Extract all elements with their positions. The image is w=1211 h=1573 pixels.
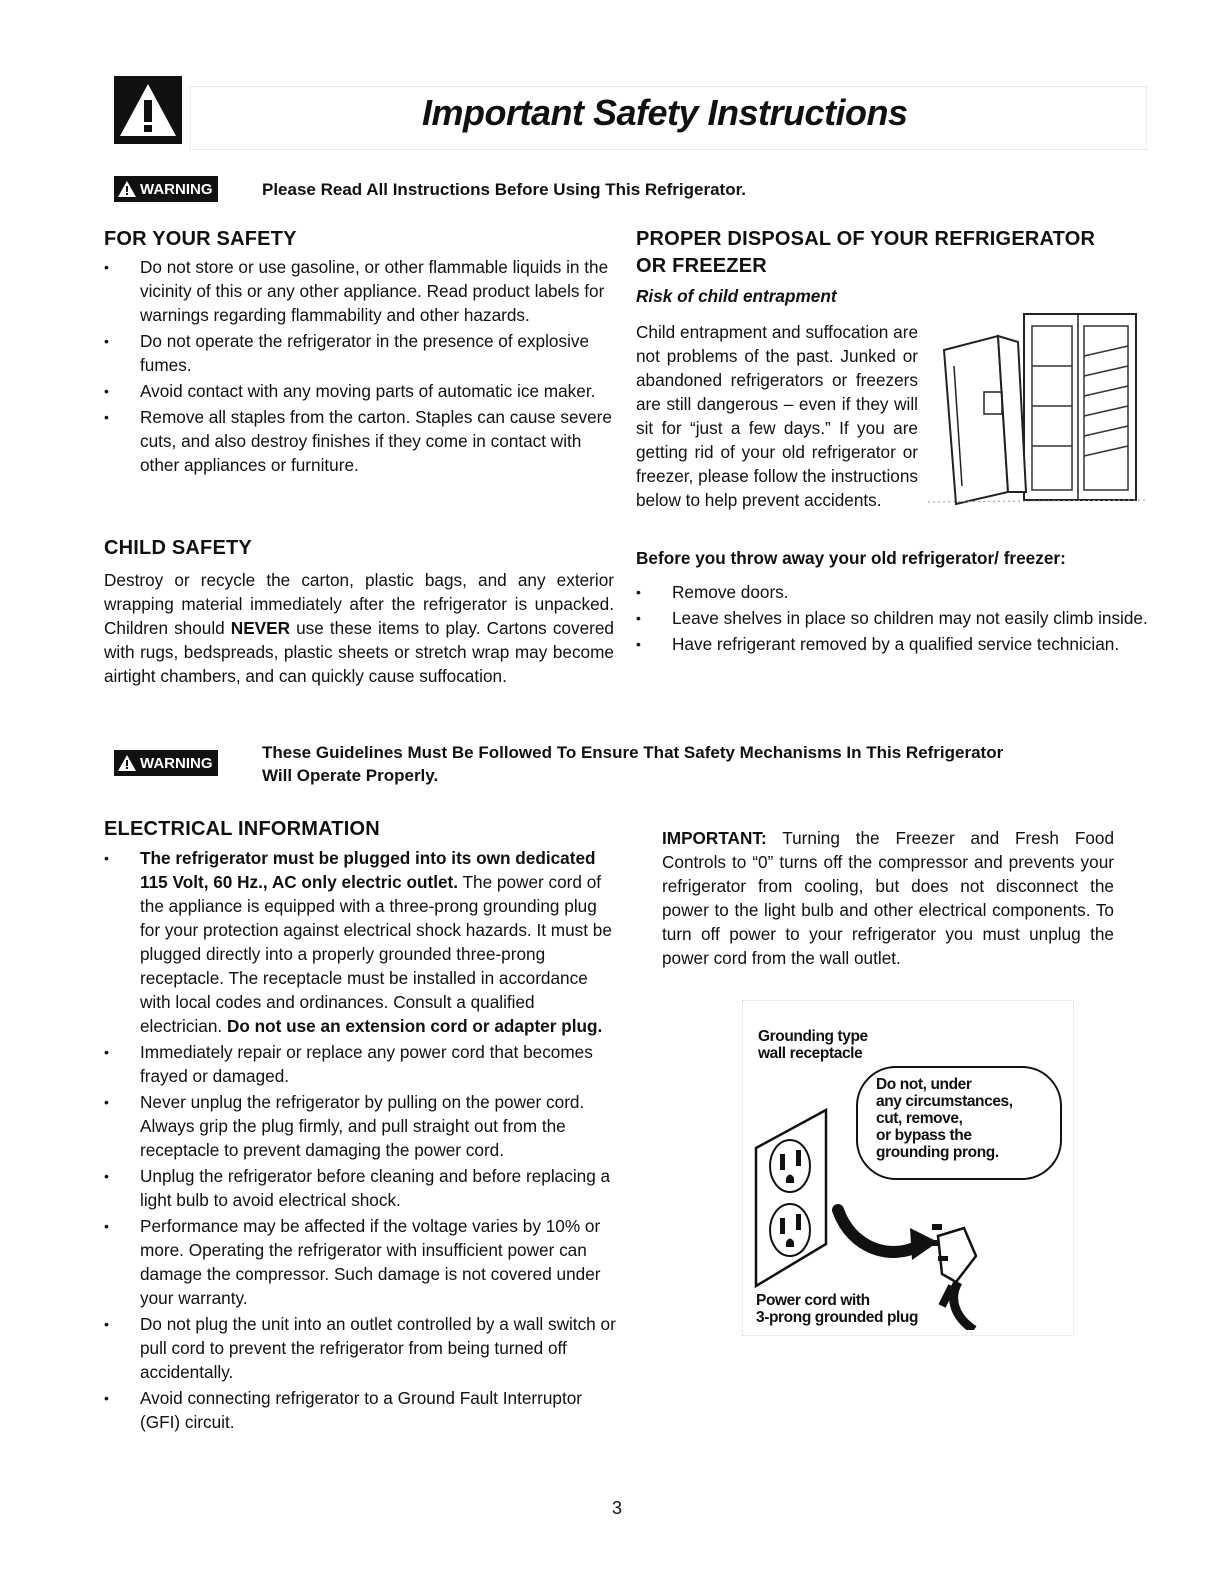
- warning-notice-2-line2: Will Operate Properly.: [262, 766, 439, 785]
- callout-text: [876, 1076, 1013, 1161]
- callout-line: Do not, under: [876, 1076, 972, 1093]
- list-item: • Do not plug the unit into an outlet controlled by a wall switch or pull cord to prevent the refrigerator from being turned off accidentally.: [104, 1312, 616, 1384]
- section-heading-child-safety: CHILD SAFETY: [104, 537, 252, 559]
- page-number: 3: [612, 1498, 623, 1518]
- list-item: • Have refrigerant removed by a qualified service technician.: [636, 632, 1148, 656]
- warning-small-icon: [117, 754, 137, 772]
- list-item: • Never unplug the refrigerator by pulling on the power cord. Always grip the plug firmly, and pull straight out from the receptacle to prevent damaging the power cord.: [104, 1090, 616, 1162]
- child-safety-text-end: use these items to play. Cartons covered with rugs, bedspreads, plastic sheets or stretch wrap may become airtight chambers, and can quickly cause suffocation.: [104, 618, 614, 686]
- list-item: • Performance may be affected if the voltage varies by 10% or more. Operating the refrigerator with insufficient power can damage the compressor. Such damage is not covered under your warranty.: [104, 1214, 616, 1310]
- electrical-list: [104, 846, 616, 1436]
- warning-small-icon: [117, 180, 137, 198]
- cord-label-line2: 3-prong grounded plug: [756, 1309, 919, 1326]
- list-item: • Do not operate the refrigerator in the presence of explosive fumes.: [104, 329, 614, 377]
- important-text: Turning the Freezer and Fresh Food Controls to “0” turns off the compressor and prevents your refrigerator from cooling, but does not disconnect the power to the light bulb and other electrical components. To turn off power to your refrigerator you must unplug the power cord from the wall outlet.: [662, 828, 1114, 968]
- outlet-description: The power cord of the appliance is equipped with a three-prong grounding plug for your protection against electrical shock hazards. It must be plugged directly into a properly grounded three-prong receptacle. The receptacle must be installed in accordance with local codes and ordinances. Consult a qualified electrician.: [140, 872, 612, 1036]
- page-header: [190, 86, 1150, 150]
- page-title: Important Safety Instructions: [422, 92, 908, 133]
- disposal-paragraph: Child entrapment and suffocation are not problems of the past. Junked or abandoned refrigerators or freezers are still dangerous – even if they will sit for “just a few days.” If you are getting rid of your old refrigerator or freezer, please follow the instructions below to help prevent accidents.: [636, 322, 918, 510]
- extension-warning: Do not use an extension cord or adapter plug.: [226, 1016, 603, 1036]
- child-safety-paragraph: [104, 568, 614, 688]
- section-heading-electrical: ELECTRICAL INFORMATION: [104, 818, 380, 840]
- section-heading-disposal: PROPER DISPOSAL OF YOUR REFRIGERATOR: [636, 228, 1096, 250]
- warning-triangle-icon: [114, 76, 182, 144]
- list-item: • Do not store or use gasoline, or other flammable liquids in the vicinity of this or any other appliance. Read product labels for warnings regarding flammability and other hazards.: [104, 255, 614, 327]
- section-heading-disposal-line2: OR FREEZER: [636, 255, 767, 277]
- list-item-outlet: [104, 846, 616, 1038]
- warning-notice-2-line1: These Guidelines Must Be Followed To Ensure That Safety Mechanisms In This Refrigerator: [262, 743, 1004, 762]
- before-throw-heading: Before you throw away your old refrigerator/ freezer:: [636, 548, 1066, 568]
- section-heading-for-your-safety: FOR YOUR SAFETY: [104, 228, 297, 250]
- outlet-requirement: The refrigerator must be plugged into its own dedicated 115 Volt, 60 Hz., AC only electric outlet.: [140, 848, 596, 892]
- child-safety-emphasis: NEVER: [230, 618, 291, 638]
- callout-line: grounding prong.: [876, 1144, 999, 1161]
- callout-line: any circumstances,: [876, 1093, 1013, 1110]
- disposal-list: [636, 580, 1148, 658]
- warning-badge: [114, 176, 218, 202]
- safety-list: [104, 255, 614, 479]
- callout-line: cut, remove,: [876, 1110, 963, 1127]
- list-item: • Avoid connecting refrigerator to a Ground Fault Interruptor (GFI) circuit.: [104, 1386, 616, 1434]
- warning-badge-label: WARNING: [140, 754, 213, 772]
- receptacle-label-line1: Grounding type: [758, 1028, 868, 1045]
- warning-notice: Please Read All Instructions Before Using This Refrigerator.: [262, 180, 746, 199]
- cord-label-line1: Power cord with: [756, 1292, 870, 1309]
- warning-badge-label: WARNING: [140, 180, 213, 198]
- list-item: • Remove all staples from the carton. Staples can cause severe cuts, and also destroy finishes if they come in contact with other appliances or furniture.: [104, 405, 614, 477]
- list-item: • Remove doors.: [636, 580, 1148, 604]
- risk-subheading: Risk of child entrapment: [636, 286, 837, 306]
- warning-badge-2: [114, 750, 218, 776]
- refrigerator-illustration: [928, 296, 1146, 518]
- child-safety-text: Destroy or recycle the carton, plastic bags, and any exterior wrapping material immediately after the refrigerator is unpacked. Children should: [104, 570, 614, 638]
- list-item: • Immediately repair or replace any power cord that becomes frayed or damaged.: [104, 1040, 616, 1088]
- list-item: • Unplug the refrigerator before cleaning and before replacing a light bulb to avoid electrical shock.: [104, 1164, 616, 1212]
- callout-line: or bypass the: [876, 1127, 972, 1144]
- list-item: • Avoid contact with any moving parts of automatic ice maker.: [104, 379, 614, 403]
- list-item: • Leave shelves in place so children may not easily climb inside.: [636, 606, 1148, 630]
- receptacle-label-line2: wall receptacle: [758, 1045, 863, 1062]
- important-label: IMPORTANT:: [662, 828, 767, 848]
- outlet-diagram: [742, 1000, 1074, 1336]
- important-note: [662, 826, 1114, 970]
